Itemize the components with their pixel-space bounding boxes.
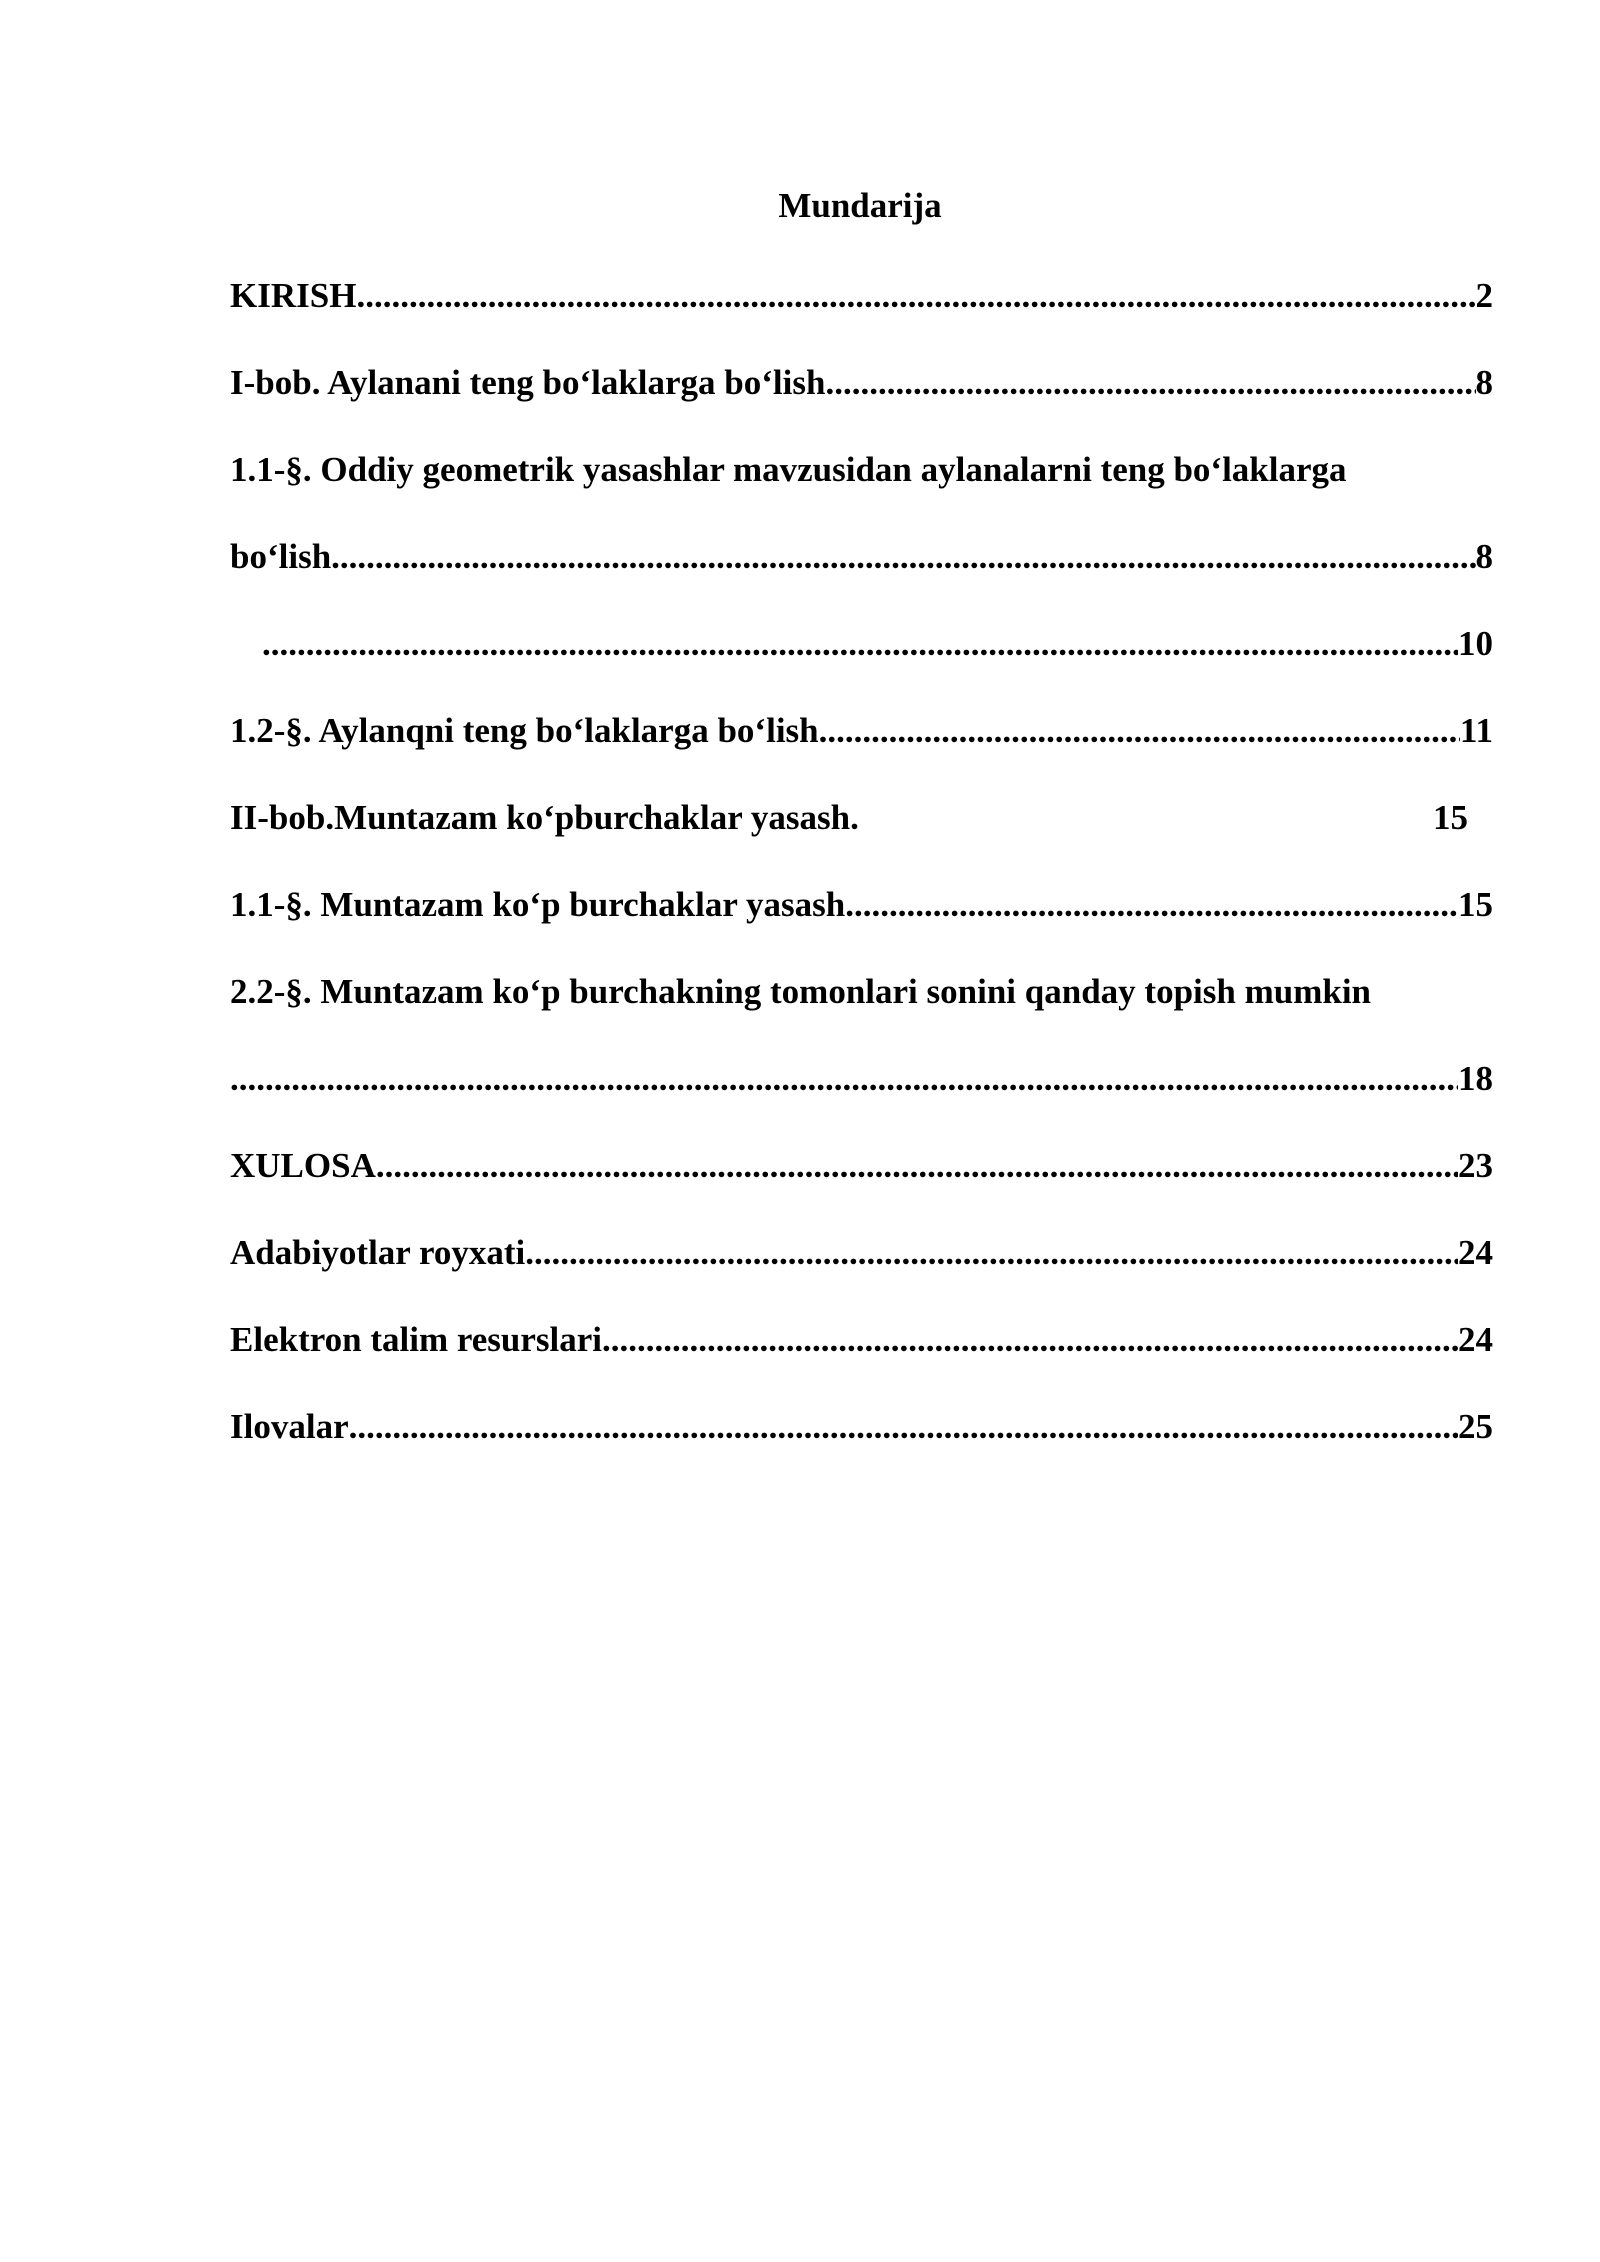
toc-entry-unlabeled[interactable] [230, 618, 1493, 705]
toc-entry-kirish[interactable] [230, 270, 1493, 357]
toc-entry-label: 1.2-§. Aylanqni teng bo‘laklarga bo‘lish [230, 711, 819, 750]
toc-entry-label: I-bob. Aylanani teng bo‘laklarga bo‘lish [230, 363, 826, 402]
toc-entry-section-1-2[interactable] [230, 705, 1493, 792]
toc-entry-section-2-2-line-2[interactable] [230, 1053, 1493, 1140]
toc-entry-elektron-resurslar[interactable] [230, 1314, 1493, 1401]
toc-entry-label: Elektron talim resurslari [230, 1320, 603, 1359]
toc-entry-label: II-bob.Muntazam ko‘pburchaklar yasash. [230, 798, 859, 837]
dot-leader [262, 618, 1458, 670]
toc-entry-section-1-1-line-1[interactable] [230, 444, 1493, 531]
toc-entry-page: 23 [1458, 1146, 1493, 1185]
toc-entry-label: 2.2-§. Muntazam ko‘p burchakning tomonlari sonini qanday topish mumkin [230, 972, 1372, 1011]
toc-entry-section-1-1-line-2[interactable] [230, 531, 1493, 618]
toc-entry-chapter-1[interactable] [230, 357, 1493, 444]
toc-entry-page: 15 [1433, 798, 1468, 837]
toc-entry-page: 2 [1475, 276, 1493, 315]
dot-leader [525, 1227, 1458, 1279]
dot-leader [602, 1314, 1458, 1366]
toc-entry-ilovalar[interactable] [230, 1401, 1493, 1488]
toc-entry-page: 25 [1458, 1407, 1493, 1446]
toc-entry-section-2-2-line-1[interactable] [230, 966, 1493, 1053]
toc-entry-adabiyotlar[interactable] [230, 1227, 1493, 1314]
toc-entry-label: KIRISH [230, 276, 357, 315]
toc-entry-label: bo‘lish [230, 537, 332, 576]
toc-entry-page: 24 [1458, 1233, 1493, 1272]
toc-entry-page: 24 [1458, 1320, 1493, 1359]
toc-entry-label: 1.1-§. Oddiy geometrik yasashlar mavzusidan aylanalarni teng bo‘laklarga [230, 450, 1347, 489]
dot-leader [331, 531, 1475, 583]
toc-entry-label: Adabiyotlar royxati [230, 1233, 526, 1272]
toc-entry-label: Ilovalar [230, 1407, 349, 1446]
toc-entry-page: 8 [1475, 363, 1493, 402]
dot-leader [356, 270, 1475, 322]
toc-entry-label: 1.1-§. Muntazam ko‘p burchaklar yasash [230, 885, 846, 924]
toc-entry-label: XULOSA [230, 1146, 376, 1185]
dot-leader [845, 879, 1458, 931]
dot-leader [819, 705, 1460, 757]
dot-leader [825, 357, 1475, 409]
dot-leader [376, 1140, 1458, 1192]
dot-leader [349, 1401, 1458, 1453]
dot-leader [230, 1053, 1458, 1105]
toc-entry-chapter-2[interactable] [230, 792, 1493, 879]
toc-entry-page: 10 [1458, 624, 1493, 663]
table-of-contents [230, 270, 1493, 1488]
toc-entry-page: 8 [1475, 537, 1493, 576]
toc-entry-page: 18 [1458, 1059, 1493, 1098]
toc-entry-page: 11 [1459, 711, 1493, 750]
toc-entry-xulosa[interactable] [230, 1140, 1493, 1227]
toc-entry-section-2-1[interactable] [230, 879, 1493, 966]
page-title: Mundarija [778, 186, 942, 225]
toc-entry-page: 15 [1458, 885, 1493, 924]
